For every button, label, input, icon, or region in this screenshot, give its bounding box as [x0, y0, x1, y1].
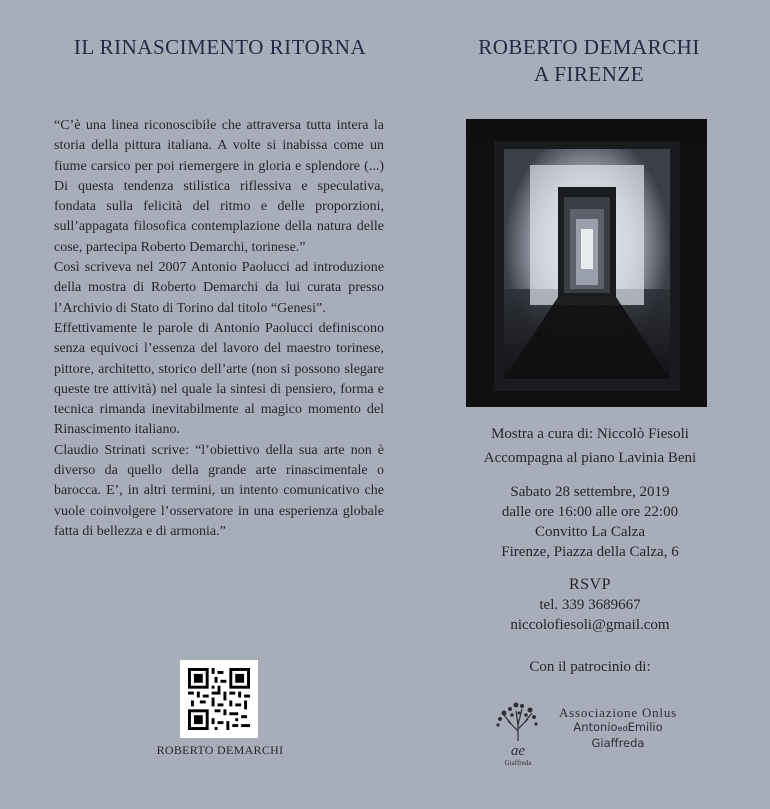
paragraph-quote-paolucci: “C’è una linea riconoscibile che attraversa tutta intera la storia della pittura italiana. A volte si inabissa come un fiume carsico per poi riemergere in gloria e splendore (...) Di questa tendenza stilistica riflessiva e speculativa, fondata sulla felicità del ritmo e delle proporzioni, sull’appagata filosofica contemplazione della natura delle cose, partecipa Roberto Demarchi, torinese.” — [54, 118, 384, 255]
event-time: dalle ore 16:00 alle ore 22:00 — [501, 504, 679, 520]
association-line-1: Associazione Onlus — [558, 705, 678, 720]
paragraph-essence: Effettivamente le parole di Antonio Paolucci definiscono senza equivoci l’essenza del lavoro del maestro torinese, pittore, architetto, storico dell’arte (non si possono slegare queste tre attività) nel quale la sintesi di pensiero, forma e tecnica rimanda inevitabilmente al magico momento del Rinascimento italiano. — [54, 320, 384, 438]
event-venue: Convitto La Calza — [535, 524, 645, 540]
association-line-3: Giaffreda — [591, 736, 645, 750]
rsvp-block — [440, 575, 740, 635]
patronage-label: Con il patrocinio di: — [529, 659, 651, 675]
piano-text: Accompagna al piano Lavinia Beni — [483, 450, 697, 466]
qr-code[interactable] — [180, 660, 258, 738]
rsvp-email[interactable]: niccolofiesoli@gmail.com — [510, 617, 670, 633]
association-name-a: Antonio — [573, 720, 618, 734]
association-name — [548, 705, 688, 751]
curator-text: Mostra a cura di: Niccolò Fiesoli — [491, 426, 689, 442]
paragraph-quote-strinati: Claudio Strinati scrive: “l’obiettivo della sua arte non è diverso da quello della grande arte rinascimentale o barocca. E’, in altri termini, un intento comunicativo che vuole coinvolgere l’osservatore in una esperienza globale fatta di bellezza e di armonia.” — [54, 442, 384, 539]
page-title: IL RINASCIMENTO RITORNA — [73, 35, 367, 59]
event-date: Sabato 28 settembre, 2019 — [510, 484, 670, 500]
event-address: Firenze, Piazza della Calza, 6 — [501, 544, 679, 560]
logo-letters: ae — [510, 743, 526, 759]
association-line-2 — [548, 720, 688, 736]
credits — [440, 422, 740, 470]
article-text — [54, 116, 384, 542]
paragraph-intro: Così scriveva nel 2007 Antonio Paolucci ad introduzione della mostra di Roberto Demarchi da lui curata presso l’Archivio di Stato di Torino dal titolo “Genesi”. — [54, 260, 384, 316]
event-title-line-1: ROBERTO DEMARCHI — [478, 35, 700, 59]
qr-caption: ROBERTO DEMARCHI — [156, 743, 284, 757]
association-name-ed: ed — [617, 724, 628, 733]
qr-code-icon — [188, 668, 250, 730]
tree-icon — [486, 697, 550, 769]
association-name-b: Emilio — [627, 720, 663, 734]
event-title-line-2: A FIRENZE — [533, 62, 645, 86]
artwork-image — [466, 119, 707, 407]
corridor-painting — [466, 119, 707, 407]
association-logo — [486, 697, 550, 769]
event-details — [440, 482, 740, 562]
logo-caption: Giaffreda — [504, 759, 532, 767]
rsvp-phone[interactable]: tel. 339 3689667 — [539, 597, 641, 613]
event-title — [444, 34, 734, 88]
rsvp-title: RSVP — [568, 576, 612, 593]
